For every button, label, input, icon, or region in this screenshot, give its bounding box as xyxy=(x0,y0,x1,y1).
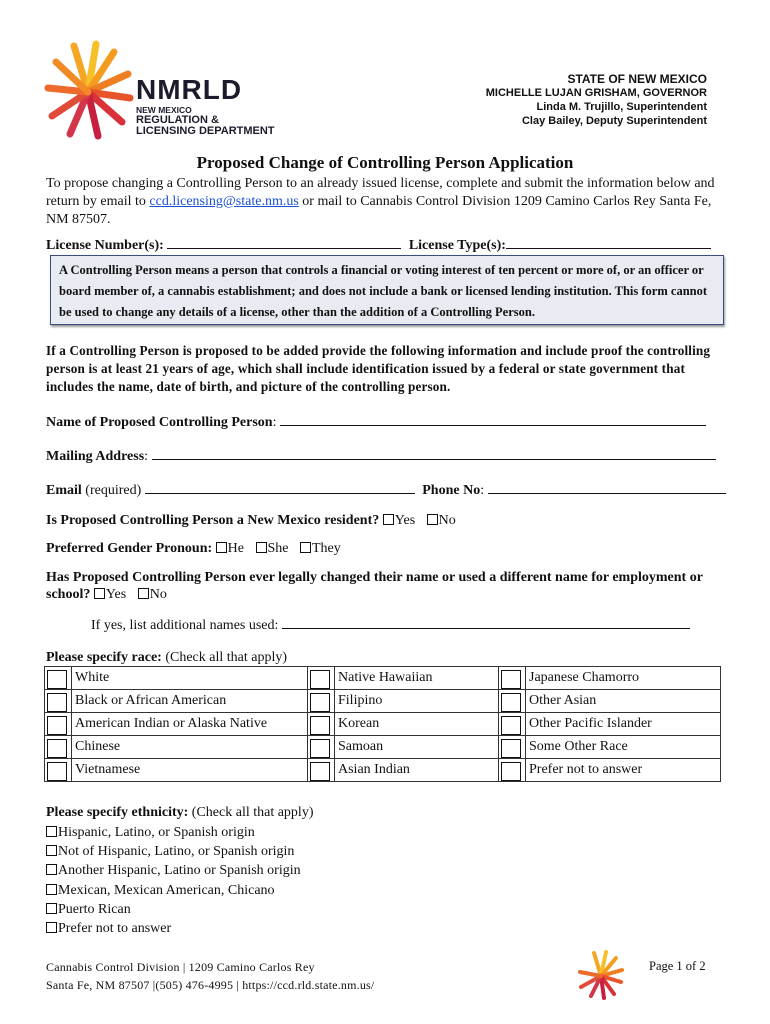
ethnicity-heading xyxy=(46,805,313,821)
pronoun-he-checkbox[interactable] xyxy=(216,542,227,553)
license-type-field[interactable] xyxy=(506,235,711,249)
email-label: Email xyxy=(46,483,82,498)
name-field[interactable] xyxy=(280,412,706,426)
ethnicity-option-label: Mexican, Mexican American, Chicano xyxy=(58,882,275,898)
race-option-label: Chinese xyxy=(72,736,308,759)
race-checkbox-cell xyxy=(499,713,526,736)
ethnicity-checkbox[interactable] xyxy=(46,826,57,837)
race-checkbox-cell xyxy=(45,690,72,713)
superintendent-name: Linda M. Trujillo, Superintendent xyxy=(536,101,707,113)
additional-names-label: If yes, list additional names used: xyxy=(91,618,279,633)
race-checkbox-cell xyxy=(499,759,526,782)
race-option-label: Korean xyxy=(335,713,499,736)
logo-dept-line2: REGULATION & xyxy=(136,114,219,126)
race-checkbox-cell xyxy=(499,736,526,759)
race-checkbox-cell xyxy=(499,690,526,713)
race-option-label: White xyxy=(72,667,308,690)
name-change-question: Has Proposed Controlling Person ever legally changed their name or used a different name for employment or school? xyxy=(46,570,703,602)
ethnicity-checkbox[interactable] xyxy=(46,922,57,933)
race-checkbox-cell xyxy=(45,667,72,690)
pronoun-label: Preferred Gender Pronoun: xyxy=(46,541,213,556)
footer-line-1: Cannabis Control Division | 1209 Camino Carlos Rey xyxy=(46,960,315,974)
page-title: Proposed Change of Controlling Person Application xyxy=(196,153,574,172)
license-number-field[interactable] xyxy=(167,235,401,249)
race-checkbox[interactable] xyxy=(47,739,67,758)
race-row xyxy=(45,736,721,759)
resident-yes-label: Yes xyxy=(394,513,416,528)
race-checkbox-cell xyxy=(45,736,72,759)
race-checkbox[interactable] xyxy=(47,716,67,735)
additional-names-field[interactable] xyxy=(282,615,690,629)
ethnicity-option-label: Hispanic, Latino, or Spanish origin xyxy=(58,825,255,840)
race-option-label: Native Hawaiian xyxy=(335,667,499,690)
resident-no-checkbox[interactable] xyxy=(427,514,438,525)
email-required-note: (required) xyxy=(85,483,142,498)
controlling-person-notice: A Controlling Person means a person that controls a financial or voting interest of ten percent or more of, or an officer or board member of, a cannabis establishment; and does not include a bank or licensed lending institution. This form cannot be used to change any details of a license, other than the addition of a Controlling Person. xyxy=(50,255,724,325)
race-option-label: Samoan xyxy=(335,736,499,759)
race-heading xyxy=(46,650,287,666)
race-checkbox[interactable] xyxy=(501,716,521,735)
name-change-row xyxy=(46,569,726,603)
phone-field[interactable] xyxy=(488,480,726,494)
race-checkbox-cell xyxy=(499,667,526,690)
race-checkbox-cell xyxy=(308,736,335,759)
ethnicity-checkbox[interactable] xyxy=(46,903,57,914)
intro-text-1: To propose changing a Controlling Person to an already issued license, complete and submit the information below and return by email to xyxy=(46,176,715,209)
race-checkbox[interactable] xyxy=(501,762,521,781)
race-checkbox[interactable] xyxy=(47,693,67,712)
resident-no-label: No xyxy=(438,513,456,528)
ethnicity-option xyxy=(46,900,301,919)
ethnicity-title: Please specify ethnicity: xyxy=(46,805,189,820)
race-checkbox-cell xyxy=(45,759,72,782)
race-checkbox[interactable] xyxy=(310,762,330,781)
race-row xyxy=(45,667,721,690)
license-number-label: License Number(s): xyxy=(46,238,164,253)
pronoun-they-label: They xyxy=(312,541,341,556)
ethnicity-checkbox[interactable] xyxy=(46,845,57,856)
resident-row xyxy=(46,513,726,529)
ethnicity-option xyxy=(46,881,301,900)
race-checkbox-cell xyxy=(308,713,335,736)
ethnicity-option xyxy=(46,919,301,938)
intro-paragraph xyxy=(46,175,716,229)
ethnicity-option-label: Prefer not to answer xyxy=(58,921,172,937)
address-row: Mailing Address: xyxy=(46,446,726,465)
race-option-label: Asian Indian xyxy=(335,759,499,782)
race-option-label: American Indian or Alaska Native xyxy=(72,713,308,736)
ethnicity-option xyxy=(46,861,301,880)
logo-dept-line1: NEW MEXICO xyxy=(136,105,192,115)
race-options-table xyxy=(44,666,721,782)
race-checkbox-cell xyxy=(308,690,335,713)
address-field[interactable] xyxy=(152,446,716,460)
race-option-label: Black or African American xyxy=(72,690,308,713)
name-change-no-label: No xyxy=(149,587,167,602)
phone-label: Phone No xyxy=(422,483,481,498)
ethnicity-option-label: Not of Hispanic, Latino, or Spanish origin xyxy=(58,844,295,860)
race-checkbox[interactable] xyxy=(501,670,521,689)
email-phone-row: Email (required) Phone No: xyxy=(46,480,726,499)
state-name: STATE OF NEW MEXICO xyxy=(567,72,707,86)
race-checkbox[interactable] xyxy=(501,739,521,758)
race-option-label: Prefer not to answer xyxy=(526,759,721,782)
ethnicity-note: (Check all that apply) xyxy=(191,805,314,820)
race-checkbox-cell xyxy=(45,713,72,736)
resident-yes-checkbox[interactable] xyxy=(383,514,394,525)
race-checkbox-cell xyxy=(308,667,335,690)
race-checkbox[interactable] xyxy=(310,716,330,735)
address-label: Mailing Address xyxy=(46,449,145,464)
license-type-label: License Type(s): xyxy=(408,238,506,253)
race-note: (Check all that apply) xyxy=(165,650,288,665)
additional-names-row xyxy=(91,615,711,634)
ethnicity-checkbox[interactable] xyxy=(46,864,57,875)
race-row xyxy=(45,759,721,782)
pronoun-she-checkbox[interactable] xyxy=(256,542,267,553)
race-option-label: Some Other Race xyxy=(526,736,721,759)
ethnicity-option-label: Another Hispanic, Latino or Spanish origin xyxy=(58,863,301,879)
state-header-block xyxy=(486,72,707,128)
race-option-label: Japanese Chamorro xyxy=(526,667,721,690)
race-row xyxy=(45,690,721,713)
email-field[interactable] xyxy=(145,480,415,494)
race-row xyxy=(45,713,721,736)
resident-question: Is Proposed Controlling Person a New Mexico resident? xyxy=(46,513,380,528)
race-checkbox[interactable] xyxy=(501,693,521,712)
race-checkbox[interactable] xyxy=(47,670,67,689)
race-checkbox[interactable] xyxy=(310,693,330,712)
age-proof-instructions: If a Controlling Person is proposed to be added provide the following information and include proof the controlling person is at least 21 years of age, which shall include identification issued by a federal or state government that includes the name, date of birth, and picture of the controlling person. xyxy=(46,343,711,394)
license-row xyxy=(46,235,726,254)
footer-logo-mark xyxy=(578,950,624,1000)
footer-line-2: Santa Fe, NM 87507 |(505) 476-4995 | https://ccd.rld.state.nm.us/ xyxy=(46,978,375,992)
name-change-yes-label: Yes xyxy=(105,587,127,602)
nmrld-logo-mark xyxy=(44,40,134,142)
name-change-no-checkbox[interactable] xyxy=(138,588,149,599)
ethnicity-option xyxy=(46,823,301,842)
name-row: Name of Proposed Controlling Person: xyxy=(46,412,726,431)
ethnicity-options xyxy=(46,823,301,938)
race-checkbox[interactable] xyxy=(310,670,330,689)
page-number: Page 1 of 2 xyxy=(649,959,706,973)
race-option-label: Other Asian xyxy=(526,690,721,713)
ethnicity-checkbox[interactable] xyxy=(46,884,57,895)
ethnicity-option xyxy=(46,842,301,861)
race-checkbox[interactable] xyxy=(47,762,67,781)
race-checkbox[interactable] xyxy=(310,739,330,758)
ethnicity-option-label: Puerto Rican xyxy=(58,901,131,917)
footer-address xyxy=(46,958,374,994)
pronoun-row xyxy=(46,541,726,557)
race-option-label: Other Pacific Islander xyxy=(526,713,721,736)
pronoun-he-label: He xyxy=(227,541,244,556)
deputy-name: Clay Bailey, Deputy Superintendent xyxy=(521,115,707,127)
logo-dept-line3: LICENSING DEPARTMENT xyxy=(136,125,275,137)
race-checkbox-cell xyxy=(308,759,335,782)
pronoun-she-label: She xyxy=(267,541,289,556)
logo-wordmark: NMRLD xyxy=(136,74,243,105)
intro-text-2: or mail to Cannabis Control Division 1209 Camino Carlos Rey Santa Fe, NM 87507. xyxy=(46,194,712,227)
race-title: Please specify race: xyxy=(46,650,162,665)
governor-name: MICHELLE LUJAN GRISHAM, GOVERNOR xyxy=(485,87,707,99)
race-option-label: Vietnamese xyxy=(72,759,308,782)
pronoun-they-checkbox[interactable] xyxy=(300,542,311,553)
name-label: Name of Proposed Controlling Person xyxy=(46,415,273,430)
race-option-label: Filipino xyxy=(335,690,499,713)
name-change-yes-checkbox[interactable] xyxy=(94,588,105,599)
licensing-email-link[interactable]: ccd.licensing@state.nm.us xyxy=(149,194,299,209)
